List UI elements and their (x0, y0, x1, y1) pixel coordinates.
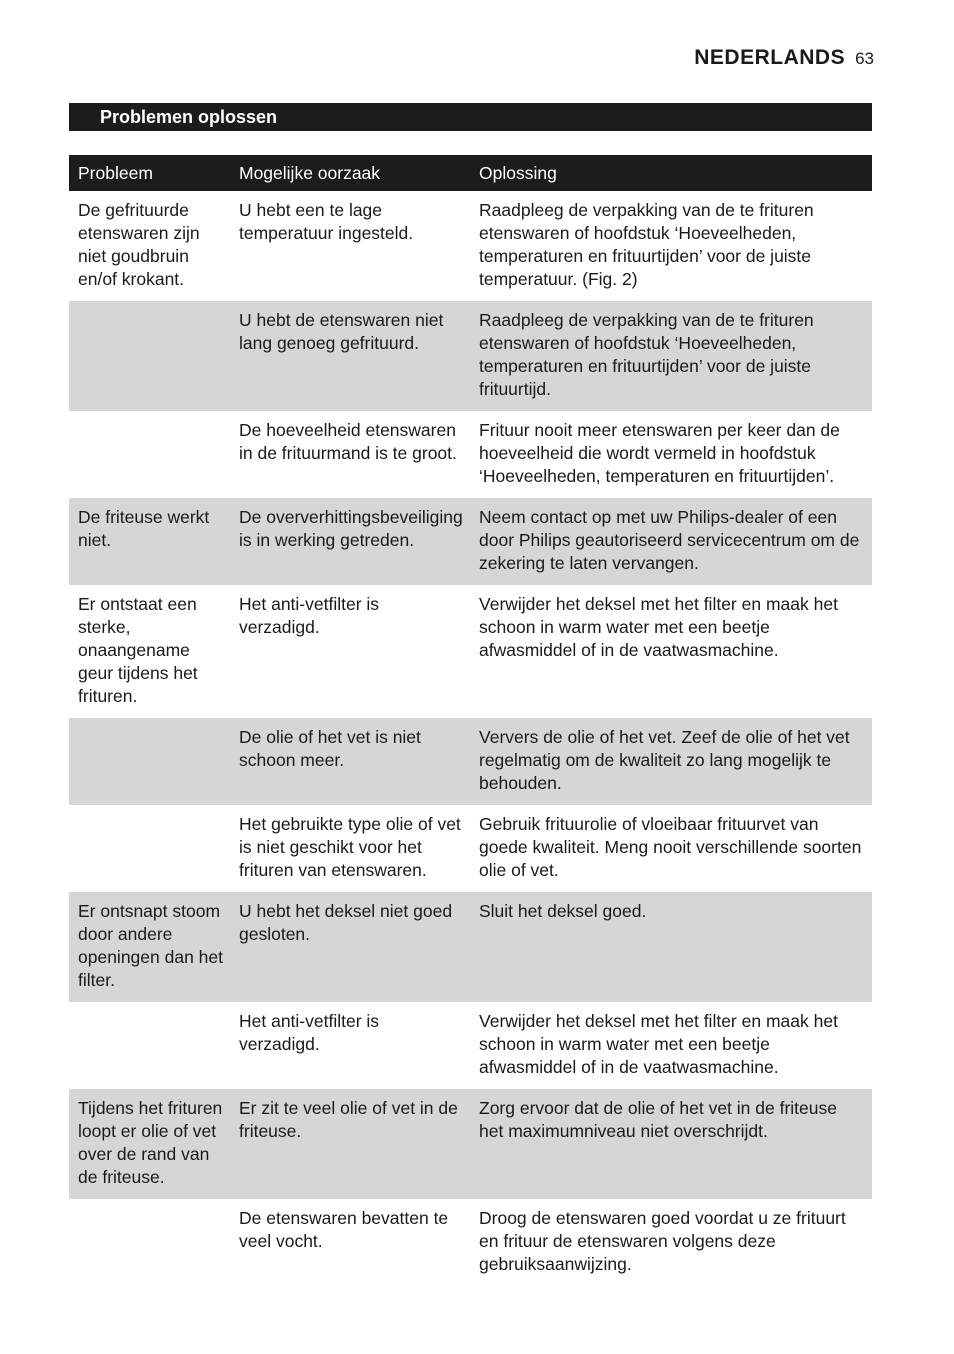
table-row (69, 585, 872, 718)
cause-cell: Het gebruikte type olie of vet is niet geschikt voor het frituren van etenswaren. (239, 814, 461, 880)
cause-cell: U hebt de etenswaren niet lang genoeg gefrituurd. (230, 301, 470, 411)
table-row (69, 892, 872, 1002)
cause-cell: Het anti-vetfilter is verzadigd. (239, 594, 380, 637)
problem-cell: Tijdens het frituren loopt er olie of vet over de rand van de friteuse. (69, 1089, 230, 1199)
cause-cell: Er zit te veel olie of vet in de friteuse. (230, 1089, 470, 1199)
language-label: NEDERLANDS (694, 46, 846, 69)
table-row (69, 301, 872, 411)
solution-cell: Frituur nooit meer etenswaren per keer dan de hoeveelheid die wordt vermeld in hoofdstuk ‘Hoeveelheden, temperaturen en frituurtijden’. (479, 420, 840, 486)
problem-cell (69, 805, 230, 892)
cause-cell: De hoeveelheid etenswaren in de frituurmand is te groot. (239, 420, 457, 463)
page-number: 63 (855, 49, 874, 68)
solution-cell: Gebruik frituurolie of vloeibaar frituurvet van goede kwaliteit. Meng nooit verschillende soorten olie of vet. (479, 814, 862, 880)
solution-cell: Neem contact op met uw Philips-dealer of een door Philips geautoriseerd servicecentrum om de zekering te laten vervangen. (470, 498, 872, 585)
cause-cell: De oververhittingsbeveiliging is in werking getreden. (230, 498, 470, 585)
section-title: Problemen oplossen (69, 103, 872, 131)
cause-cell: De etenswaren bevatten te veel vocht. (239, 1208, 449, 1251)
solution-cell: Zorg ervoor dat de olie of het vet in de friteuse het maximumniveau niet overschrijdt. (470, 1089, 872, 1199)
solution-cell: Sluit het deksel goed. (470, 892, 872, 1002)
cause-cell: De olie of het vet is niet schoon meer. (230, 718, 470, 805)
solution-cell: Verwijder het deksel met het filter en maak het schoon in warm water met een beetje afwasmiddel of in de vaatwasmachine. (479, 594, 838, 660)
problem-cell (69, 718, 230, 805)
column-header-cause: Mogelijke oorzaak (230, 155, 470, 191)
solution-cell: Ververs de olie of het vet. Zeef de olie of het vet regelmatig om de kwaliteit zo lang mogelijk te behouden. (470, 718, 872, 805)
table-row (69, 191, 872, 301)
cause-cell: U hebt het deksel niet goed gesloten. (230, 892, 470, 1002)
problem-cell (69, 1002, 230, 1089)
column-header-solution: Oplossing (470, 155, 872, 191)
table-row (69, 1002, 872, 1089)
problem-cell (69, 1199, 230, 1286)
solution-cell: Raadpleeg de verpakking van de te frituren etenswaren of hoofdstuk ‘Hoeveelheden, temperaturen en frituurtijden’ voor de juiste temperatuur. (Fig. 2) (479, 200, 814, 289)
problem-cell (69, 301, 230, 411)
problem-cell: Er ontsnapt stoom door andere openingen dan het filter. (69, 892, 230, 1002)
problem-cell (69, 411, 230, 498)
table-row (69, 1089, 872, 1199)
table-row (69, 1199, 872, 1286)
solution-cell: Verwijder het deksel met het filter en maak het schoon in warm water met een beetje afwasmiddel of in de vaatwasmachine. (479, 1011, 838, 1077)
page-header (694, 46, 874, 70)
solution-cell: Droog de etenswaren goed voordat u ze frituurt en frituur de etenswaren volgens deze gebruiksaanwijzing. (479, 1208, 846, 1274)
cause-cell: U hebt een te lage temperatuur ingesteld. (239, 200, 414, 243)
problem-cell: De gefrituurde etenswaren zijn niet goudbruin en/of krokant. (78, 200, 200, 289)
table-row (69, 498, 872, 585)
cause-cell: Het anti-vetfilter is verzadigd. (239, 1011, 380, 1054)
column-header-problem: Probleem (69, 155, 230, 191)
solution-cell: Raadpleeg de verpakking van de te frituren etenswaren of hoofdstuk ‘Hoeveelheden, temperaturen en frituurtijden’ voor de juiste frituurtijd. (470, 301, 872, 411)
table-row (69, 411, 872, 498)
troubleshooting-table (69, 155, 872, 1286)
table-row (69, 805, 872, 892)
table-row (69, 718, 872, 805)
table-header-row (69, 155, 872, 191)
problem-cell: Er ontstaat een sterke, onaangename geur tijdens het frituren. (78, 594, 198, 706)
problem-cell: De friteuse werkt niet. (69, 498, 230, 585)
